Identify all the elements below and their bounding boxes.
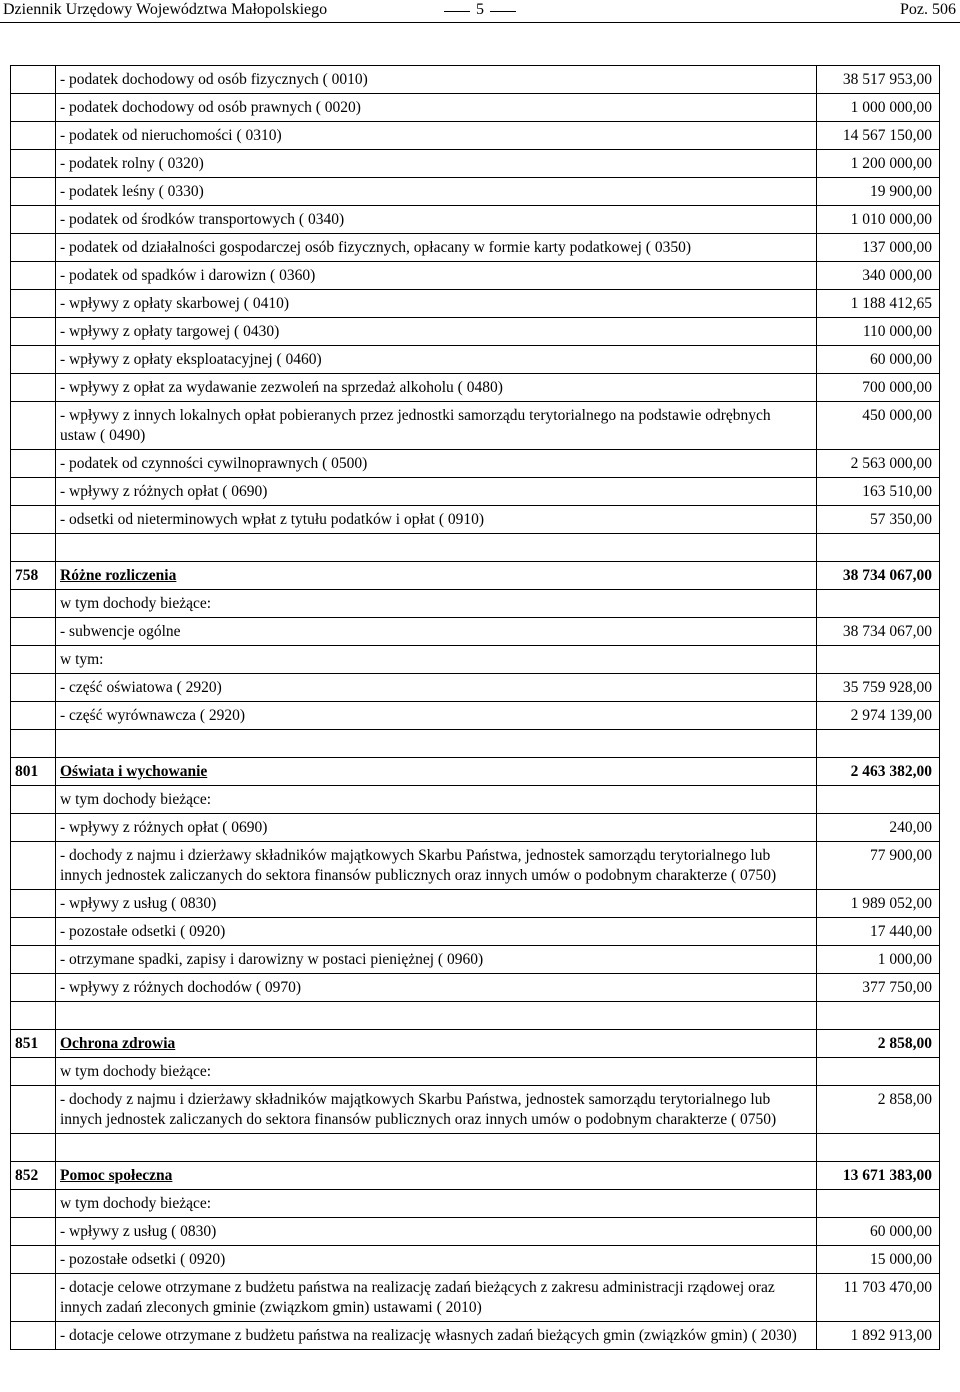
section-code	[11, 66, 56, 94]
row-amount: 57 350,00	[817, 506, 940, 534]
row-amount: 2 563 000,00	[817, 450, 940, 478]
row-amount: 1 989 052,00	[817, 890, 940, 918]
spacer-cell	[817, 534, 940, 562]
section-code	[11, 946, 56, 974]
table-row	[11, 1190, 940, 1218]
section-row	[11, 1030, 940, 1058]
row-amount: 60 000,00	[817, 1218, 940, 1246]
row-description-cell	[56, 150, 817, 178]
section-code	[11, 318, 56, 346]
income-table	[10, 65, 940, 1350]
section-row	[11, 1162, 940, 1190]
section-code	[11, 646, 56, 674]
row-description-cell	[56, 402, 817, 450]
section-code: 801	[11, 758, 56, 786]
row-description-cell	[56, 646, 817, 674]
spacer-row	[11, 730, 940, 758]
row-description: - dotacje celowe otrzymane z budżetu państwa na realizację zadań bieżących z zakresu administracji rządowej oraz innych zadań zleconych gminie (związkom gmin) ustawami ( 2010)	[60, 1279, 775, 1316]
table-row	[11, 946, 940, 974]
row-description-cell	[56, 1162, 817, 1190]
table-row	[11, 702, 940, 730]
table-row	[11, 1246, 940, 1274]
position-number: Poz. 506	[900, 1, 956, 18]
table-row	[11, 674, 940, 702]
row-amount: 110 000,00	[817, 318, 940, 346]
table-row	[11, 206, 940, 234]
spacer-cell	[56, 1134, 817, 1162]
row-description: - wpływy z usług ( 0830)	[60, 895, 217, 912]
section-code	[11, 786, 56, 814]
dash-left	[444, 11, 470, 12]
section-code	[11, 1274, 56, 1322]
row-description-cell	[56, 946, 817, 974]
row-description-cell	[56, 94, 817, 122]
table-row	[11, 450, 940, 478]
row-amount: 15 000,00	[817, 1246, 940, 1274]
table-row	[11, 178, 940, 206]
row-description-cell	[56, 590, 817, 618]
section-code: 852	[11, 1162, 56, 1190]
section-code	[11, 890, 56, 918]
section-code	[11, 1322, 56, 1350]
section-code	[11, 506, 56, 534]
row-description: - wpływy z opłat za wydawanie zezwoleń na sprzedaż alkoholu ( 0480)	[60, 379, 503, 396]
row-description: - podatek rolny ( 0320)	[60, 155, 204, 172]
section-code	[11, 1058, 56, 1086]
row-description-cell	[56, 178, 817, 206]
row-description: - podatek dochodowy od osób fizycznych ( 0010)	[60, 71, 368, 88]
table-row	[11, 66, 940, 94]
row-amount	[817, 590, 940, 618]
row-description: - wpływy z różnych opłat ( 0690)	[60, 819, 268, 836]
table-row	[11, 1322, 940, 1350]
row-description: - odsetki od nieterminowych wpłat z tytułu podatków i opłat ( 0910)	[60, 511, 485, 528]
row-description-cell	[56, 674, 817, 702]
row-amount: 377 750,00	[817, 974, 940, 1002]
table-row	[11, 786, 940, 814]
dash-right	[490, 11, 516, 12]
section-code	[11, 374, 56, 402]
spacer-cell	[817, 1002, 940, 1030]
row-description: w tym dochody bieżące:	[60, 1195, 212, 1212]
table-row	[11, 150, 940, 178]
section-code	[11, 234, 56, 262]
section-code	[11, 122, 56, 150]
section-code	[11, 1190, 56, 1218]
income-table-wrapper	[10, 65, 940, 1350]
row-description: - część oświatowa ( 2920)	[60, 679, 222, 696]
row-amount: 163 510,00	[817, 478, 940, 506]
page-number	[438, 1, 522, 19]
row-amount: 60 000,00	[817, 346, 940, 374]
row-amount: 137 000,00	[817, 234, 940, 262]
section-code: 758	[11, 562, 56, 590]
section-code	[11, 814, 56, 842]
spacer-row	[11, 1002, 940, 1030]
row-description-cell	[56, 290, 817, 318]
row-description: - wpływy z opłaty targowej ( 0430)	[60, 323, 280, 340]
section-code	[11, 1246, 56, 1274]
section-code	[11, 290, 56, 318]
row-description: - podatek od środków transportowych ( 0340)	[60, 211, 345, 228]
row-description-cell	[56, 890, 817, 918]
section-title: Pomoc społeczna	[60, 1167, 173, 1184]
row-description-cell	[56, 702, 817, 730]
table-row	[11, 374, 940, 402]
row-description-cell	[56, 66, 817, 94]
section-code	[11, 674, 56, 702]
row-description: - wpływy z opłaty eksploatacyjnej ( 0460)	[60, 351, 322, 368]
row-amount: 2 974 139,00	[817, 702, 940, 730]
table-row	[11, 590, 940, 618]
row-description: - podatek od nieruchomości ( 0310)	[60, 127, 282, 144]
row-amount: 1 892 913,00	[817, 1322, 940, 1350]
table-row	[11, 842, 940, 890]
row-amount: 38 517 953,00	[817, 66, 940, 94]
row-description: - pozostałe odsetki ( 0920)	[60, 923, 226, 940]
table-row	[11, 618, 940, 646]
row-amount: 77 900,00	[817, 842, 940, 890]
spacer-cell	[817, 730, 940, 758]
row-description: - pozostałe odsetki ( 0920)	[60, 1251, 226, 1268]
row-description: - otrzymane spadki, zapisy i darowizny w postaci pieniężnej ( 0960)	[60, 951, 484, 968]
row-amount: 2 858,00	[817, 1086, 940, 1134]
row-description: - część wyrównawcza ( 2920)	[60, 707, 246, 724]
row-description-cell	[56, 1086, 817, 1134]
row-description: - wpływy z innych lokalnych opłat pobieranych przez jednostki samorządu terytorialnego na podstawie odrębnych ustaw ( 0490)	[60, 407, 771, 444]
income-table-body	[11, 66, 940, 1350]
row-amount: 1 000 000,00	[817, 94, 940, 122]
table-row	[11, 974, 940, 1002]
row-amount: 13 671 383,00	[817, 1162, 940, 1190]
row-description-cell	[56, 842, 817, 890]
table-row	[11, 478, 940, 506]
section-code	[11, 618, 56, 646]
row-description-cell	[56, 618, 817, 646]
section-code	[11, 450, 56, 478]
section-code	[11, 702, 56, 730]
spacer-row	[11, 534, 940, 562]
section-code	[11, 402, 56, 450]
spacer-cell	[56, 1002, 817, 1030]
row-description: - podatek od czynności cywilnoprawnych ( 0500)	[60, 455, 368, 472]
row-description-cell	[56, 1322, 817, 1350]
row-description: - podatek dochodowy od osób prawnych ( 0020)	[60, 99, 361, 116]
row-description-cell	[56, 1218, 817, 1246]
row-description-cell	[56, 974, 817, 1002]
table-row	[11, 1274, 940, 1322]
section-title: Różne rozliczenia	[60, 567, 177, 584]
section-code	[11, 206, 56, 234]
row-description: w tym dochody bieżące:	[60, 791, 212, 808]
row-description-cell	[56, 346, 817, 374]
row-amount: 1 200 000,00	[817, 150, 940, 178]
table-row	[11, 814, 940, 842]
row-amount: 17 440,00	[817, 918, 940, 946]
table-row	[11, 1058, 940, 1086]
section-code	[11, 974, 56, 1002]
row-amount: 1 010 000,00	[817, 206, 940, 234]
table-row	[11, 94, 940, 122]
section-code	[11, 178, 56, 206]
row-description-cell	[56, 562, 817, 590]
row-description-cell	[56, 1030, 817, 1058]
table-row	[11, 402, 940, 450]
row-amount	[817, 1190, 940, 1218]
section-code	[11, 918, 56, 946]
row-description-cell	[56, 206, 817, 234]
row-amount: 14 567 150,00	[817, 122, 940, 150]
section-code	[11, 150, 56, 178]
row-description: - dochody z najmu i dzierżawy składników majątkowych Skarbu Państwa, jednostek samorządu terytorialnego lub innych jednostek zaliczanych do sektora finansów publicznych oraz innych umów o podobnym charakterze ( 0750)	[60, 1091, 777, 1128]
row-description: - wpływy z opłaty skarbowej ( 0410)	[60, 295, 290, 312]
row-amount: 1 188 412,65	[817, 290, 940, 318]
row-amount	[817, 646, 940, 674]
row-description-cell	[56, 918, 817, 946]
row-amount: 340 000,00	[817, 262, 940, 290]
row-amount: 2 463 382,00	[817, 758, 940, 786]
table-row	[11, 262, 940, 290]
table-row	[11, 318, 940, 346]
row-description: - dotacje celowe otrzymane z budżetu państwa na realizację własnych zadań bieżących gmin (związków gmin) ( 2030)	[60, 1327, 797, 1344]
row-amount: 11 703 470,00	[817, 1274, 940, 1322]
row-amount: 19 900,00	[817, 178, 940, 206]
row-description-cell	[56, 1246, 817, 1274]
table-row	[11, 506, 940, 534]
row-description: - podatek leśny ( 0330)	[60, 183, 204, 200]
row-description: - wpływy z różnych dochodów ( 0970)	[60, 979, 302, 996]
table-row	[11, 1218, 940, 1246]
table-row	[11, 1086, 940, 1134]
row-description: w tym dochody bieżące:	[60, 595, 212, 612]
row-description-cell	[56, 234, 817, 262]
page-number-text: 5	[476, 1, 484, 18]
row-amount: 35 759 928,00	[817, 674, 940, 702]
section-code	[11, 842, 56, 890]
spacer-cell	[11, 1002, 56, 1030]
spacer-cell	[11, 730, 56, 758]
row-description-cell	[56, 450, 817, 478]
row-amount: 38 734 067,00	[817, 618, 940, 646]
row-amount: 700 000,00	[817, 374, 940, 402]
spacer-row	[11, 1134, 940, 1162]
section-code	[11, 1218, 56, 1246]
row-description: - wpływy z różnych opłat ( 0690)	[60, 483, 268, 500]
row-description-cell	[56, 122, 817, 150]
page-header	[0, 0, 960, 23]
table-row	[11, 290, 940, 318]
row-description: w tym dochody bieżące:	[60, 1063, 212, 1080]
table-row	[11, 234, 940, 262]
section-code	[11, 478, 56, 506]
row-amount	[817, 786, 940, 814]
row-description: w tym:	[60, 651, 104, 668]
section-code	[11, 94, 56, 122]
section-title: Ochrona zdrowia	[60, 1035, 176, 1052]
row-description-cell	[56, 318, 817, 346]
section-row	[11, 562, 940, 590]
table-row	[11, 646, 940, 674]
row-description: - wpływy z usług ( 0830)	[60, 1223, 217, 1240]
row-description-cell	[56, 506, 817, 534]
row-description-cell	[56, 786, 817, 814]
section-code	[11, 590, 56, 618]
spacer-cell	[56, 534, 817, 562]
table-row	[11, 918, 940, 946]
row-description-cell	[56, 814, 817, 842]
row-amount: 1 000,00	[817, 946, 940, 974]
section-code	[11, 346, 56, 374]
section-code	[11, 1086, 56, 1134]
row-description: - subwencje ogólne	[60, 623, 181, 640]
row-description: - podatek od spadków i darowizn ( 0360)	[60, 267, 316, 284]
section-code: 851	[11, 1030, 56, 1058]
row-description-cell	[56, 1274, 817, 1322]
row-amount: 450 000,00	[817, 402, 940, 450]
table-row	[11, 890, 940, 918]
table-row	[11, 346, 940, 374]
row-description: - dochody z najmu i dzierżawy składników majątkowych Skarbu Państwa, jednostek samorządu terytorialnego lub innych jednostek zaliczanych do sektora finansów publicznych oraz innych umów o podobnym charakterze ( 0750)	[60, 847, 777, 884]
row-description: - podatek od działalności gospodarczej osób fizycznych, opłacany w formie karty podatkowej ( 0350)	[60, 239, 691, 256]
row-description-cell	[56, 374, 817, 402]
section-title: Oświata i wychowanie	[60, 763, 208, 780]
table-row	[11, 122, 940, 150]
journal-title: Dziennik Urzędowy Województwa Małopolskiego	[3, 1, 328, 18]
row-description-cell	[56, 262, 817, 290]
spacer-cell	[11, 1134, 56, 1162]
row-description-cell	[56, 478, 817, 506]
row-description-cell	[56, 1190, 817, 1218]
row-amount	[817, 1058, 940, 1086]
section-code	[11, 262, 56, 290]
row-description-cell	[56, 758, 817, 786]
row-amount: 2 858,00	[817, 1030, 940, 1058]
row-amount: 38 734 067,00	[817, 562, 940, 590]
spacer-cell	[817, 1134, 940, 1162]
spacer-cell	[56, 730, 817, 758]
spacer-cell	[11, 534, 56, 562]
row-amount: 240,00	[817, 814, 940, 842]
section-row	[11, 758, 940, 786]
row-description-cell	[56, 1058, 817, 1086]
